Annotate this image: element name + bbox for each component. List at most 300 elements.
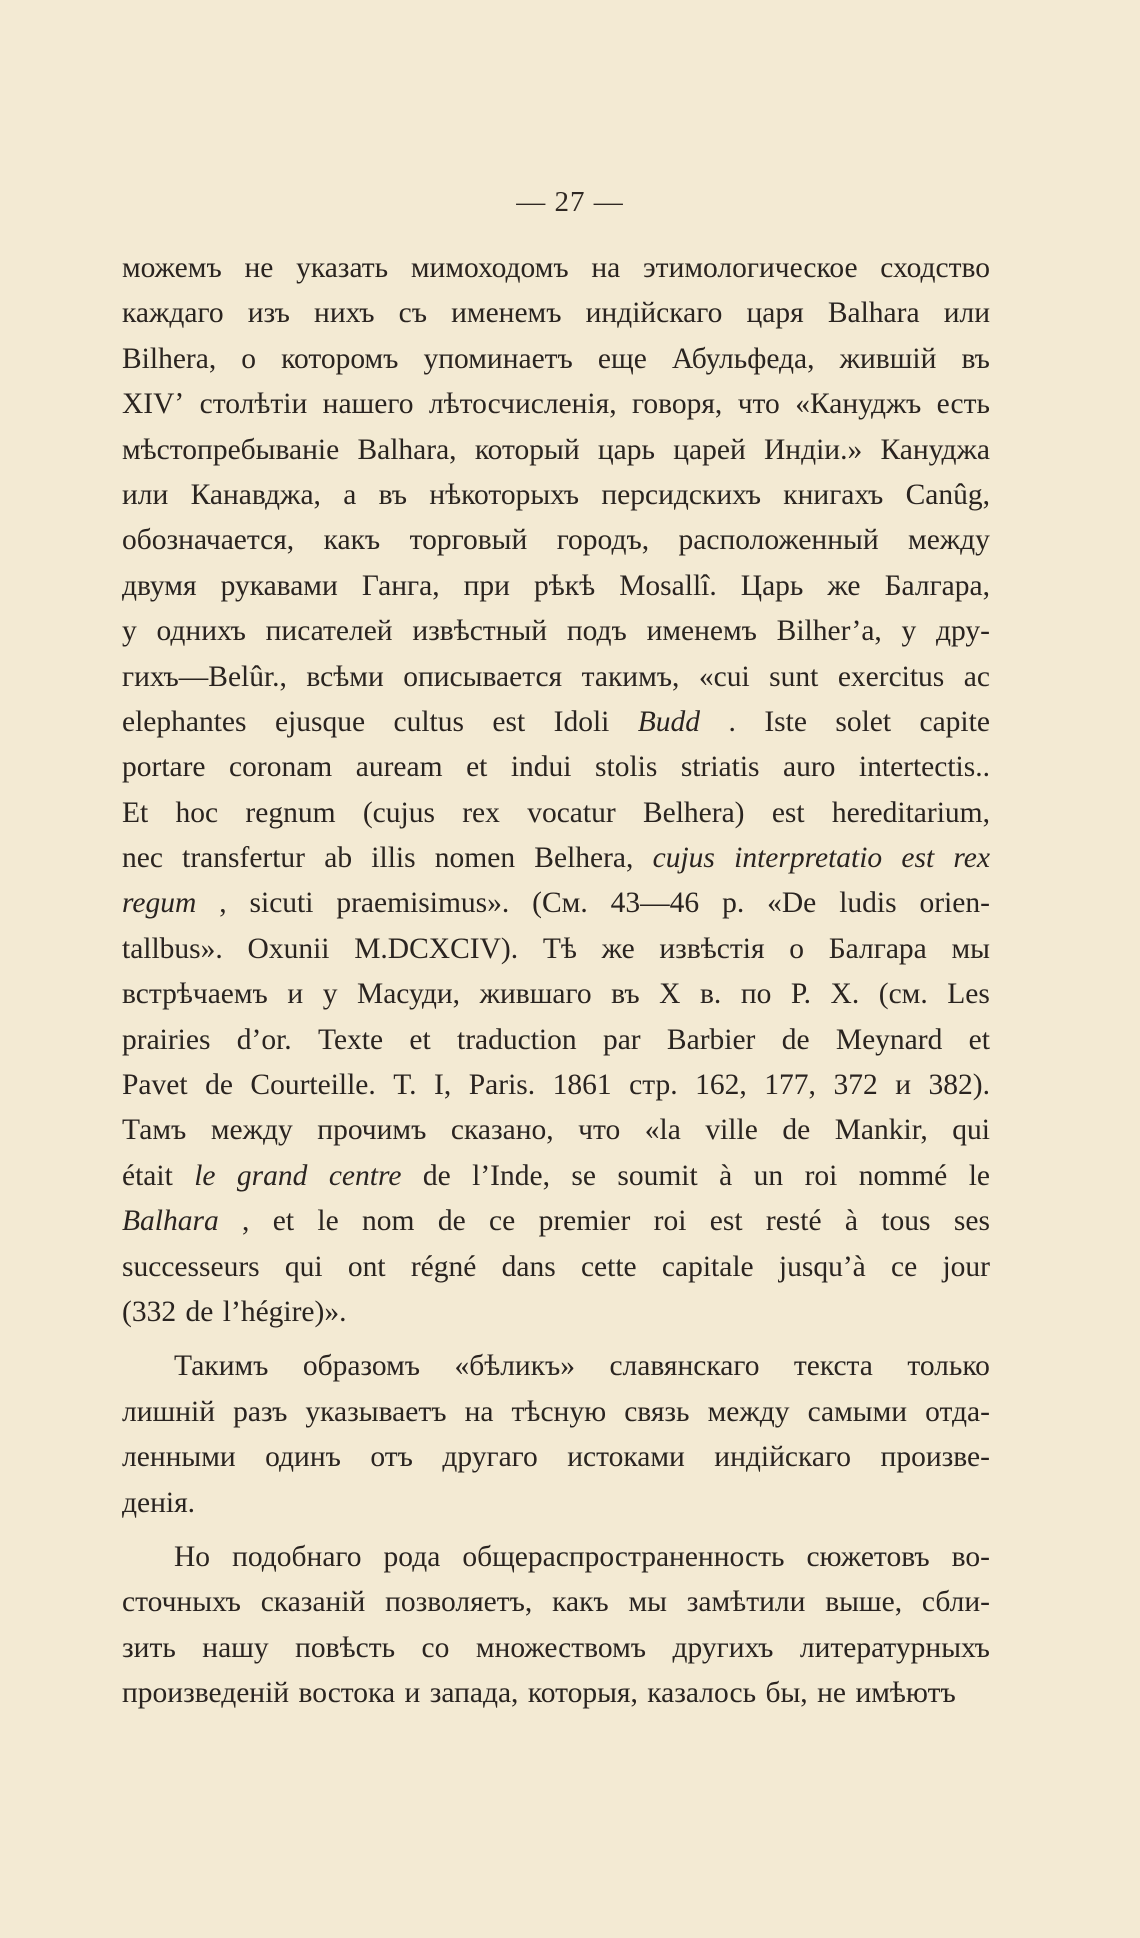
word: X. bbox=[830, 978, 860, 1011]
word: рѣкѣ bbox=[534, 569, 596, 602]
word: каждаго bbox=[122, 297, 224, 330]
word: индійскаго bbox=[714, 1441, 852, 1474]
word: однихъ bbox=[156, 615, 246, 648]
word: d’or. bbox=[236, 1023, 292, 1056]
word: этимологическое bbox=[643, 252, 858, 284]
word: l’Inde, bbox=[472, 1159, 550, 1192]
word: stolis bbox=[595, 751, 658, 784]
word: est bbox=[709, 1205, 743, 1238]
word: текста bbox=[793, 1350, 873, 1383]
word: сюжетовъ bbox=[806, 1540, 930, 1573]
word: portare bbox=[122, 751, 206, 784]
word: et bbox=[409, 1023, 431, 1056]
word: Такимъ bbox=[174, 1350, 269, 1383]
word: царей bbox=[673, 433, 746, 466]
word: est bbox=[492, 705, 526, 738]
word: exercitus bbox=[837, 660, 945, 693]
word: истоками bbox=[567, 1441, 685, 1474]
word: de bbox=[205, 1069, 233, 1102]
word: roi bbox=[804, 1159, 838, 1192]
word: сточныхъ bbox=[122, 1586, 241, 1619]
text-line bbox=[122, 246, 990, 291]
word: царь bbox=[597, 433, 655, 466]
word: именемъ bbox=[451, 297, 562, 330]
word: р. bbox=[722, 887, 745, 920]
word: мы bbox=[951, 932, 990, 965]
word: transfertur bbox=[182, 842, 306, 875]
word: hoc bbox=[175, 796, 219, 829]
word: жившій bbox=[839, 342, 937, 375]
text-line bbox=[122, 1390, 990, 1435]
word: тѣсную bbox=[511, 1395, 607, 1428]
text-line bbox=[122, 1344, 990, 1389]
word: de bbox=[422, 1159, 451, 1192]
word: et bbox=[968, 1023, 990, 1056]
word: de bbox=[781, 1023, 810, 1056]
word: нѣкоторыхъ bbox=[429, 478, 580, 511]
word: же bbox=[827, 569, 861, 602]
word: денія. bbox=[122, 1486, 196, 1519]
word: coronam bbox=[229, 751, 333, 784]
text-line bbox=[122, 791, 990, 836]
text-line bbox=[122, 927, 990, 972]
word: подъ bbox=[566, 615, 627, 648]
word: Texte bbox=[318, 1023, 384, 1056]
word: praemisimus». bbox=[336, 887, 510, 920]
word: одинъ bbox=[265, 1441, 341, 1474]
word: в. bbox=[699, 978, 722, 1011]
word: указать bbox=[296, 252, 389, 284]
word: ludis bbox=[839, 887, 897, 920]
word: rex bbox=[953, 842, 990, 875]
word: позволяетъ, bbox=[385, 1586, 533, 1619]
word: interpretatio bbox=[734, 842, 883, 875]
word: другаго bbox=[442, 1441, 538, 1474]
word: самыми bbox=[807, 1395, 908, 1428]
text-line bbox=[122, 700, 990, 745]
word: 382). bbox=[928, 1069, 990, 1102]
word: разъ bbox=[233, 1395, 288, 1428]
word: ce bbox=[891, 1250, 918, 1283]
word: . bbox=[728, 705, 736, 738]
text-line bbox=[122, 291, 990, 336]
word: nomen bbox=[434, 842, 516, 875]
word: regum bbox=[122, 887, 197, 920]
text-line bbox=[122, 1626, 990, 1671]
word: Belhera, bbox=[534, 842, 634, 875]
word: M.DCXCIV). bbox=[354, 932, 519, 965]
word: замѣтили bbox=[686, 1586, 806, 1619]
word: jour bbox=[942, 1250, 990, 1283]
word: есть bbox=[936, 388, 990, 421]
word: Paris. bbox=[468, 1069, 536, 1102]
word: «la bbox=[644, 1114, 681, 1147]
word: dans bbox=[501, 1250, 556, 1283]
word: или bbox=[122, 478, 169, 511]
word: сходство bbox=[880, 252, 990, 284]
word: гихъ—Belûr., bbox=[122, 660, 287, 693]
word: 43—46 bbox=[610, 887, 700, 920]
word: извѣстный bbox=[412, 615, 548, 648]
word: de bbox=[437, 1205, 466, 1238]
word: illis bbox=[371, 842, 416, 875]
word: индійскаго bbox=[585, 297, 723, 330]
word: 177, bbox=[764, 1069, 816, 1102]
word: soumit bbox=[617, 1159, 698, 1192]
word: и bbox=[287, 978, 304, 1011]
word: и bbox=[404, 1677, 421, 1710]
word: славянскаго bbox=[609, 1350, 760, 1383]
word: Budd bbox=[637, 705, 701, 738]
word: 162, bbox=[695, 1069, 747, 1102]
word: cultus bbox=[393, 705, 464, 738]
word: нашу bbox=[202, 1631, 269, 1664]
word: hereditarium, bbox=[831, 796, 990, 829]
word: solet bbox=[835, 705, 892, 738]
word: Pavet bbox=[122, 1069, 188, 1102]
word: отъ bbox=[370, 1441, 413, 1474]
word: et bbox=[466, 751, 488, 784]
word: литературныхъ bbox=[799, 1631, 990, 1664]
word: сказано, bbox=[450, 1114, 554, 1147]
word: изъ bbox=[247, 297, 290, 330]
word: которомъ bbox=[281, 342, 399, 375]
word: во- bbox=[951, 1540, 990, 1573]
word: par bbox=[602, 1023, 641, 1056]
word: «бѣликъ» bbox=[454, 1350, 576, 1383]
word: tallbus». bbox=[122, 932, 223, 965]
word: что bbox=[578, 1114, 621, 1147]
word: при bbox=[463, 569, 510, 602]
text-line bbox=[122, 337, 990, 382]
word: всѣми bbox=[306, 660, 384, 693]
word: Канавджа, bbox=[190, 478, 321, 511]
word: дру- bbox=[936, 615, 990, 648]
word: которыя, bbox=[527, 1677, 638, 1710]
word: , bbox=[242, 1205, 250, 1238]
word: упоминаетъ bbox=[423, 342, 573, 375]
word: indui bbox=[510, 751, 572, 784]
word: l’hégire)». bbox=[222, 1295, 347, 1328]
text-line bbox=[122, 1580, 990, 1625]
text-line bbox=[122, 518, 990, 563]
word: de bbox=[185, 1295, 214, 1328]
text-line bbox=[122, 609, 990, 654]
word: сказаній bbox=[260, 1586, 366, 1619]
word: Кануджа bbox=[880, 433, 990, 466]
word: бы, bbox=[765, 1677, 808, 1710]
word: у bbox=[122, 615, 137, 648]
text-line bbox=[122, 1199, 990, 1244]
word: извѣстія bbox=[659, 932, 765, 965]
word: Et bbox=[122, 796, 149, 829]
paragraph-p3 bbox=[122, 1535, 990, 1717]
word: книгахъ bbox=[783, 478, 884, 511]
word: intertectis.. bbox=[858, 751, 990, 784]
word: orien- bbox=[919, 887, 990, 920]
word: Индіи.» bbox=[763, 433, 863, 466]
word: съ bbox=[398, 297, 427, 330]
word: о bbox=[789, 932, 804, 965]
paragraph-p2 bbox=[122, 1344, 990, 1526]
word: Belhera) bbox=[642, 796, 745, 829]
word: roi bbox=[653, 1205, 687, 1238]
word: рода bbox=[383, 1540, 441, 1573]
word: ac bbox=[963, 660, 990, 693]
word: 1861 bbox=[552, 1069, 612, 1102]
word: городъ, bbox=[556, 524, 650, 557]
text-line bbox=[122, 881, 990, 926]
word: обозначается, bbox=[122, 524, 295, 557]
word: était bbox=[122, 1159, 173, 1192]
word: auream bbox=[355, 751, 443, 784]
word: выше, bbox=[825, 1586, 903, 1619]
word: vocatur bbox=[527, 796, 616, 829]
word: Oxunii bbox=[247, 932, 330, 965]
word: лѣтосчисленія, bbox=[428, 388, 617, 421]
word: «cui bbox=[698, 660, 750, 693]
word: «Кануджъ bbox=[795, 388, 922, 421]
word: и bbox=[895, 1069, 911, 1102]
word: двумя bbox=[122, 569, 197, 602]
word: Ганга, bbox=[361, 569, 440, 602]
word: множествомъ bbox=[475, 1631, 646, 1664]
word: nom bbox=[362, 1205, 415, 1238]
word: говоря, bbox=[631, 388, 723, 421]
word: Тѣ bbox=[542, 932, 577, 965]
text-line bbox=[122, 1671, 990, 1716]
word: Bilher’a, bbox=[776, 615, 882, 648]
word: Idoli bbox=[553, 705, 610, 738]
word: centre bbox=[328, 1159, 402, 1192]
word: capitale bbox=[661, 1250, 754, 1283]
word: premier bbox=[538, 1205, 631, 1238]
word: Iste bbox=[764, 705, 807, 738]
word: ab bbox=[324, 842, 353, 875]
text-line bbox=[122, 428, 990, 473]
word: Абульфеда, bbox=[671, 342, 815, 375]
word: по bbox=[740, 978, 772, 1011]
text-line bbox=[122, 1018, 990, 1063]
paragraph-p1 bbox=[122, 246, 990, 1335]
word: 372 bbox=[833, 1069, 878, 1102]
word: , bbox=[219, 887, 227, 920]
word: à bbox=[844, 1205, 859, 1238]
word: въ bbox=[378, 478, 408, 511]
word: востока bbox=[298, 1677, 396, 1710]
word: est bbox=[771, 796, 805, 829]
word: у bbox=[322, 978, 338, 1011]
word: повѣсть bbox=[295, 1631, 396, 1664]
word: писателей bbox=[265, 615, 393, 648]
word: а bbox=[343, 478, 357, 511]
word: встрѣчаемъ bbox=[122, 978, 268, 1011]
word: еще bbox=[597, 342, 647, 375]
word: auro bbox=[783, 751, 836, 784]
word: (См. bbox=[532, 887, 588, 920]
word: мимоходомъ bbox=[410, 252, 569, 284]
word: мы bbox=[628, 1586, 667, 1619]
word: Масуди, bbox=[356, 978, 461, 1011]
text-line bbox=[122, 1063, 990, 1108]
word: со bbox=[421, 1631, 450, 1664]
word: мѣстопребываніе bbox=[122, 433, 340, 466]
word: nommé bbox=[858, 1159, 948, 1192]
word: лишній bbox=[122, 1395, 215, 1428]
word: прочимъ bbox=[317, 1114, 427, 1147]
word: только bbox=[907, 1350, 990, 1383]
word: описывается bbox=[403, 660, 563, 693]
word: на bbox=[591, 252, 621, 284]
word: Mosallî. bbox=[619, 569, 717, 602]
word: такимъ, bbox=[581, 660, 680, 693]
word: (cujus bbox=[362, 796, 435, 829]
word: Canûg, bbox=[905, 478, 990, 511]
text-line bbox=[122, 382, 990, 427]
paragraph-gap bbox=[122, 1526, 990, 1535]
word: Meynard bbox=[835, 1023, 943, 1056]
word: rex bbox=[462, 796, 500, 829]
text-line bbox=[122, 655, 990, 700]
word: отда- bbox=[925, 1395, 990, 1428]
word: общераспространенность bbox=[462, 1540, 785, 1573]
word: жившаго bbox=[479, 978, 592, 1011]
word: въ bbox=[961, 342, 990, 375]
word: regnum bbox=[245, 796, 336, 829]
word: I, bbox=[434, 1069, 452, 1102]
word: не bbox=[817, 1677, 847, 1710]
word: cujus bbox=[652, 842, 715, 875]
word: Р. bbox=[790, 978, 812, 1011]
text-line bbox=[122, 972, 990, 1017]
paragraph-gap bbox=[122, 1335, 990, 1344]
word: подобнаго bbox=[232, 1540, 362, 1573]
word: le bbox=[317, 1205, 339, 1238]
word: у bbox=[901, 615, 917, 648]
word: нихъ bbox=[314, 297, 375, 330]
word: который bbox=[474, 433, 580, 466]
word: расположенный bbox=[678, 524, 879, 557]
word: traduction bbox=[457, 1023, 577, 1056]
text-line bbox=[122, 1290, 990, 1335]
word: elephantes bbox=[122, 705, 247, 738]
word: et bbox=[272, 1205, 295, 1238]
word: le bbox=[968, 1159, 990, 1192]
word: successeurs bbox=[122, 1250, 260, 1283]
word: столѣтіи bbox=[199, 388, 308, 421]
word: ville bbox=[705, 1114, 758, 1147]
text-line bbox=[122, 473, 990, 518]
word: царя bbox=[746, 297, 804, 330]
word: сбли- bbox=[921, 1586, 990, 1619]
word: se bbox=[571, 1159, 596, 1192]
word: qui bbox=[284, 1250, 323, 1283]
word: торговый bbox=[409, 524, 528, 557]
word: рукавами bbox=[220, 569, 338, 602]
word: же bbox=[601, 932, 635, 965]
word: Bilhera, bbox=[122, 342, 217, 375]
word: Balhara, bbox=[357, 433, 457, 466]
word: на bbox=[464, 1395, 494, 1428]
word: Балгара bbox=[828, 932, 927, 965]
word: какъ bbox=[552, 1586, 609, 1619]
word: Balhara bbox=[122, 1205, 219, 1238]
body-text bbox=[122, 246, 990, 1717]
word: указываетъ bbox=[305, 1395, 447, 1428]
word: «De bbox=[767, 887, 817, 920]
word: un bbox=[753, 1159, 784, 1192]
word: зить bbox=[122, 1631, 176, 1664]
word: striatis bbox=[680, 751, 760, 784]
word: Les bbox=[947, 978, 990, 1011]
word: ленными bbox=[122, 1441, 236, 1474]
word: resté bbox=[765, 1205, 822, 1238]
word: sunt bbox=[769, 660, 819, 693]
word: между bbox=[908, 524, 990, 557]
word: какъ bbox=[323, 524, 381, 557]
text-line bbox=[122, 564, 990, 609]
page-number: — 27 — bbox=[516, 186, 624, 218]
word: связь bbox=[624, 1395, 690, 1428]
word: не bbox=[244, 252, 274, 284]
word: стр. bbox=[629, 1069, 678, 1102]
word: à bbox=[719, 1159, 733, 1192]
word: Царь bbox=[740, 569, 804, 602]
word: запада, bbox=[429, 1677, 519, 1710]
word: произведеній bbox=[122, 1677, 290, 1710]
word: ont bbox=[347, 1250, 386, 1283]
word: именемъ bbox=[646, 615, 757, 648]
word: казалось bbox=[647, 1677, 757, 1710]
word: Тамъ bbox=[122, 1114, 187, 1147]
word: Mankir, bbox=[834, 1114, 928, 1147]
word: что bbox=[737, 388, 780, 421]
word: Но bbox=[174, 1540, 211, 1573]
word: X bbox=[659, 978, 681, 1011]
word: régné bbox=[410, 1250, 477, 1283]
word: ce bbox=[489, 1205, 516, 1238]
word: или bbox=[943, 297, 990, 330]
word: Балгара, bbox=[884, 569, 990, 602]
word: образомъ bbox=[302, 1350, 421, 1383]
word: Courteille. bbox=[250, 1069, 376, 1102]
word: нашего bbox=[322, 388, 414, 421]
word: le bbox=[194, 1159, 216, 1192]
text-line bbox=[122, 1245, 990, 1290]
word: capite bbox=[919, 705, 990, 738]
word: (332 bbox=[122, 1295, 177, 1328]
word: ses bbox=[953, 1205, 990, 1238]
word: о bbox=[241, 342, 257, 375]
word: Barbier bbox=[666, 1023, 756, 1056]
text-line bbox=[122, 1435, 990, 1480]
word: grand bbox=[236, 1159, 308, 1192]
word: cette bbox=[580, 1250, 637, 1283]
word: произве- bbox=[880, 1441, 990, 1474]
text-line bbox=[122, 836, 990, 881]
word: ejusque bbox=[274, 705, 366, 738]
word: de bbox=[782, 1114, 811, 1147]
word: между bbox=[210, 1114, 293, 1147]
word: prairies bbox=[122, 1023, 211, 1056]
word: XIVʼ bbox=[122, 388, 185, 421]
word: между bbox=[707, 1395, 790, 1428]
text-line bbox=[122, 745, 990, 790]
word: tous bbox=[881, 1205, 931, 1238]
text-line bbox=[122, 1108, 990, 1153]
word: sicuti bbox=[249, 887, 314, 920]
word: имѣютъ bbox=[855, 1677, 956, 1710]
